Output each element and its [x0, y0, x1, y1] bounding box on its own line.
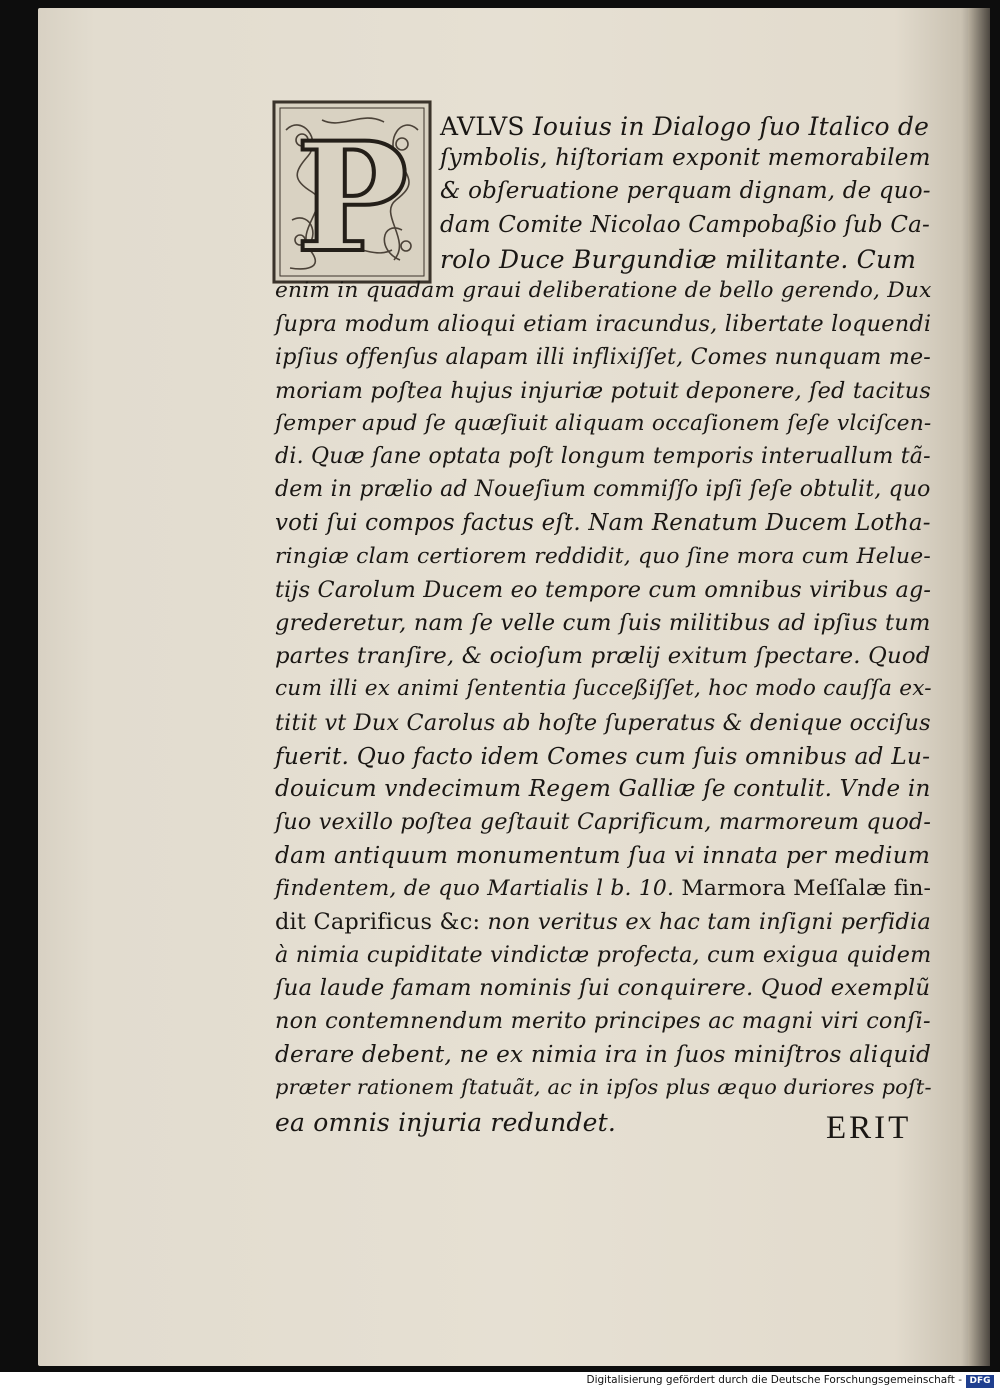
text-line — [275, 1008, 931, 1034]
text-span: dam Comite Nicolao Campobaßio ſub Ca- — [440, 211, 930, 238]
text-line — [440, 112, 929, 141]
text-line — [275, 1108, 616, 1137]
text-line — [275, 676, 932, 701]
text-span: ſupra modum alioqui etiam iracundus, libertate loquendi — [275, 311, 932, 338]
text-line — [275, 876, 931, 901]
text-line — [275, 975, 930, 1001]
initial-letter-glyph: P — [295, 110, 409, 284]
text-span: ipſius offenſus alapam illi inflixiſſet, Comes nunquam me- — [275, 344, 931, 371]
text-span: dem in prælio ad Noueſium commiſſo ipſi ſeſe obtulit, quo — [275, 477, 931, 503]
text-span: derare debent, ne ex nimia ira in ſuos miniſtros aliquid — [275, 1041, 932, 1068]
text-span: ſua laude famam nominis ſui conquirere. Quod exemplũ — [275, 975, 931, 1002]
text-line — [275, 909, 931, 935]
text-span: moriam poſtea hujus injuriæ potuit deponere, ſed tacitus — [275, 377, 931, 404]
page-gutter-shadow — [968, 8, 990, 1366]
text-span: partes tranſire, & ocioſum prælij exitum ſpectare. Quod — [275, 643, 931, 670]
text-span: douicum vndecimum Regem Galliæ ſe contulit. Vnde in — [275, 776, 931, 802]
text-span: Iouius in Dialogo ſuo Italico de — [532, 112, 930, 141]
footer-credit-text: Digitalisierung gefördert durch die Deutsche Forschungsgemeinschaft - — [586, 1374, 962, 1386]
text-line — [440, 145, 931, 171]
text-line — [275, 378, 931, 404]
text-line — [275, 510, 931, 536]
text-span: dit Caprificus &c: — [275, 908, 488, 935]
text-span: rolo Duce Burgundiæ militante. Cum — [440, 244, 917, 274]
text-line — [275, 776, 931, 802]
text-span: grederetur, nam ſe velle cum ſuis militibus ad ipſius tum — [275, 610, 931, 636]
text-span: præter rationem ſtatuãt, ac in ipſos plus æquo duriores poſt- — [275, 1074, 932, 1099]
text-line — [275, 444, 931, 469]
text-span: à nimia cupiditate vindictæ profecta, cum exigua quidem — [275, 942, 932, 968]
text-line — [275, 1075, 932, 1099]
text-line — [275, 278, 932, 303]
text-span: tijs Carolum Ducem eo tempore cum omnibus viribus ag- — [275, 576, 932, 603]
text-line — [275, 577, 931, 603]
text-span: ſuo vexillo poſtea geſtauit Caprificum, marmoreum quod- — [275, 809, 932, 836]
decorated-initial-letter — [272, 100, 432, 284]
text-span: ringiæ clam certiorem reddidit, quo ſine mora cum Heluе- — [275, 543, 931, 569]
digitization-footer — [0, 1372, 1000, 1392]
text-line — [440, 212, 930, 238]
text-line — [275, 1042, 931, 1068]
text-span: ſymbolis, hiſtoriam exponit memorabilem — [440, 145, 931, 172]
text-line — [275, 477, 931, 502]
text-span: ea omnis injuria redundet. — [275, 1108, 616, 1137]
dfg-logo: DFG — [966, 1375, 994, 1388]
text-line — [440, 245, 916, 274]
text-line — [275, 743, 930, 770]
text-span: dam antiquum monumentum ſua vi innata per medium — [275, 842, 931, 870]
text-line — [275, 710, 931, 736]
text-span: non contemnendum merito principes ac magni viri conſi- — [275, 1008, 931, 1035]
text-line — [275, 842, 930, 869]
text-span: di. Quæ ſane optata poſt longum temporis interuallum tã- — [275, 444, 931, 469]
text-span: Marmora Meſſalæ fin- — [681, 875, 932, 901]
text-span: cum illi ex animi ſententia ſucceßiſſet, hoc modo cauſſa ex- — [275, 676, 932, 702]
text-line — [440, 178, 931, 204]
text-span: AVLVS — [440, 112, 533, 141]
text-line — [275, 544, 931, 569]
text-span: voti ſui compos factus eſt. Nam Renatum Ducem Lotha- — [275, 510, 931, 537]
text-span: fuerit. Quo facto idem Comes cum ſuis omnibus ad Lu- — [275, 742, 931, 770]
text-line — [275, 610, 931, 636]
text-line — [275, 311, 931, 337]
catchword: ERIT — [826, 1110, 912, 1146]
text-span: & obſeruatione perquam dignam, de quo- — [440, 178, 931, 205]
text-span: non veritus ex hac tam inſigni perfidia — [487, 908, 931, 935]
text-span: titit vt Dux Carolus ab hoſte ſuperatus & denique occiſus — [275, 709, 931, 736]
text-line — [275, 643, 931, 669]
text-line — [275, 942, 931, 968]
text-line — [275, 344, 931, 370]
text-line — [275, 411, 931, 436]
text-line — [275, 809, 931, 835]
text-span: findentem, de quo Martialis l b. 10. — [275, 875, 682, 901]
text-span: ſemper apud ſe quæſiuit aliquam occaſionem ſeſe vlciſcen- — [275, 410, 932, 436]
text-span: enim in quadam graui deliberatione de bello gerendo, Dux — [275, 278, 932, 303]
